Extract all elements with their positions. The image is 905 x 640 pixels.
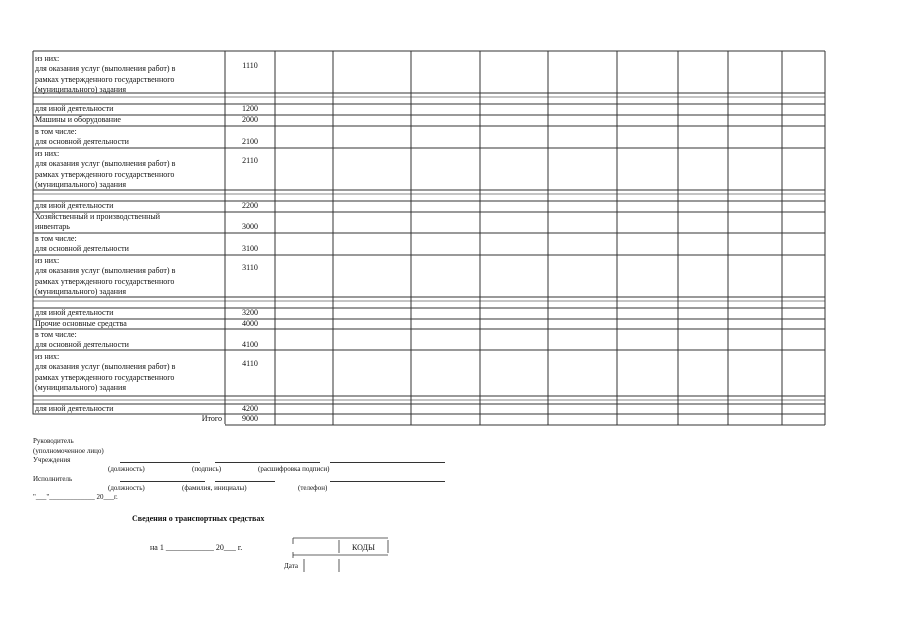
row-code: 4110 [242,359,258,368]
total-code: 9000 [242,414,258,423]
caption-phone: (телефон) [298,484,328,492]
row-label: в том числе: для основной деятельности [35,330,129,350]
row-code: 3100 [242,244,258,253]
as-of-date: на 1 ____________ 20___ г. [150,543,243,552]
row-label: из них: для оказания услуг (выполнения работ) в рамках утвержденного государственного (муниципального) задания [35,54,176,95]
row-label: для иной деятельности [35,308,114,317]
executor-label: Исполнитель [33,475,73,483]
caption-name: (фамилия, инициалы) [182,484,247,492]
head-title-line3: Учреждения [33,456,71,464]
row-label: для иной деятельности [35,404,114,413]
row-code: 1200 [242,104,258,113]
row-label: для иной деятельности [35,201,114,210]
row-code: 4100 [242,340,258,349]
row-code: 4200 [242,404,258,413]
row-label: для иной деятельности [35,104,114,113]
date-line: "___"_____________ 20___г. [33,493,118,501]
row-label: Хозяйственный и производственный инвентарь [35,212,161,232]
caption-position: (должность) [108,465,145,473]
row-label: Прочие основные средства [35,319,127,328]
row-code: 3200 [242,308,258,317]
row-code: 4000 [242,319,258,328]
row-code: 1110 [242,61,258,70]
row-label: из них: для оказания услуг (выполнения работ) в рамках утвержденного государственного (муниципального) задания [35,352,176,393]
row-code: 2200 [242,201,258,210]
caption-position2: (должность) [108,484,145,492]
codes-header: КОДЫ [352,543,375,552]
section-title: Сведения о транспортных средствах [132,514,265,523]
head-title-line1: Руководитель [33,437,74,445]
row-label: Машины и оборудование [35,115,121,124]
total-label: Итого [201,414,222,423]
caption-decoding: (расшифровка подписи) [258,465,330,473]
row-code: 3110 [242,263,258,272]
head-title-line2: (уполномоченное лицо) [33,447,104,455]
row-code: 2100 [242,137,258,146]
row-code: 2000 [242,115,258,124]
row-code: 3000 [242,222,258,231]
row-code: 2110 [242,156,258,165]
date-label: Дата [284,562,298,570]
row-label: в том числе: для основной деятельности [35,127,129,147]
row-label: в том числе: для основной деятельности [35,234,129,254]
caption-signature: (подпись) [192,465,222,473]
row-label: из них: для оказания услуг (выполнения работ) в рамках утвержденного государственного (муниципального) задания [35,256,176,297]
row-label: из них: для оказания услуг (выполнения работ) в рамках утвержденного государственного (муниципального) задания [35,149,176,190]
